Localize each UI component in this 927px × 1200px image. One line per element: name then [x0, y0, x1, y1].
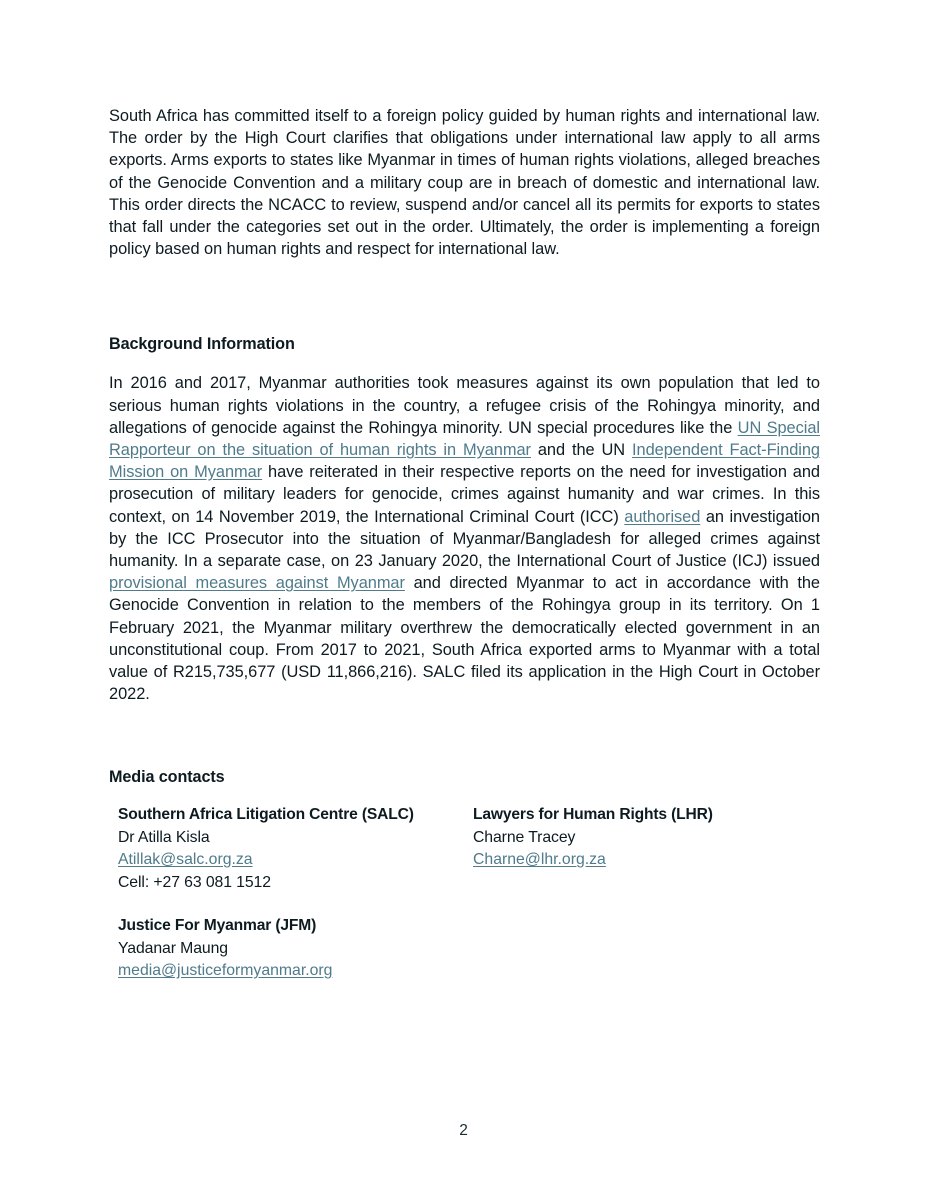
contact-card-salc — [118, 804, 473, 894]
contact-cell-number: Cell: +27 63 081 1512 — [118, 873, 271, 891]
contact-person-name: Charne Tracey — [473, 828, 576, 846]
contact-email-wrap — [473, 849, 818, 871]
spacer — [109, 705, 820, 767]
inline-link[interactable]: Independent Fact-Finding Mission on Myanmar — [109, 441, 820, 482]
contact-email-wrap — [118, 960, 473, 982]
contact-organisation: Justice For Myanmar (JFM) — [118, 917, 317, 935]
contact-card-jfm — [118, 915, 473, 982]
media-contacts-heading: Media contacts — [109, 768, 225, 787]
inline-link[interactable]: provisional measures against Myanmar — [109, 574, 405, 593]
paragraph-text-run: and directed Myanmar to act in accordance with the Genocide Convention in relation to the members of the Rohingya group in its territory. On 1 February 2021, the Myanmar military overthrew the democratically elected government in an unconstitutional coup. From 2017 to 2021, South Africa exported arms to Myanmar with a total value of R215,735,677 (USD 11,866,216). SALC filed its application in the High Court in October 2022. — [109, 574, 820, 704]
spacer — [109, 788, 820, 804]
contact-organisation: Southern Africa Litigation Centre (SALC) — [118, 806, 414, 824]
paragraph-text-run: have reiterated in their respective reports on the need for investigation and prosecution of military leaders for genocide, crimes against humanity and war crimes. In this context, on 14 November 2019, the International Criminal Court (ICC) — [109, 463, 820, 526]
paragraph-text-run: and the UN — [530, 441, 632, 460]
page-content — [109, 105, 820, 982]
spacer — [109, 355, 820, 372]
contacts-row-one — [118, 804, 820, 894]
contact-email-link[interactable]: media@justiceformyanmar.org — [118, 961, 333, 979]
contacts-row-two — [118, 915, 820, 982]
paragraph-text-run: In 2016 and 2017, Myanmar authorities took measures against its own population that led to serious human rights violations in the country, a refugee crisis of the Rohingya minority, and allegations of genocide against the Rohingya minority. UN special procedures like the — [109, 374, 820, 437]
media-contacts-block — [109, 804, 820, 982]
spacer — [118, 894, 820, 915]
contact-person-name: Dr Atilla Kisla — [118, 828, 210, 846]
contact-email-link[interactable]: Atillak@salc.org.za — [118, 851, 253, 869]
background-information-heading: Background Information — [109, 335, 295, 354]
background-paragraph — [109, 372, 820, 705]
inline-link[interactable]: UN Special Rapporteur on the situation of human rights in Myanmar — [109, 418, 820, 460]
contact-person-name: Yadanar Maung — [118, 939, 228, 957]
contact-email-wrap — [118, 849, 473, 871]
contact-card-lhr — [473, 804, 818, 871]
intro-paragraph: South Africa has committed itself to a foreign policy guided by human rights and international law. The order by the High Court clarifies that obligations under international law apply to all arms exports. Arms exports to states like Myanmar in times of human rights violations, alleged breaches of the Genocide Convention and a military coup are in breach of domestic and international law. This order directs the NCACC to review, suspend and/or cancel all its permits for exports to states that fall under the categories set out in the order. Ultimately, the order is implementing a foreign policy based on human rights and respect for international law. — [109, 107, 820, 259]
paragraph-text-run: an investigation by the ICC Prosecutor into the situation of Myanmar/Bangladesh for alleged crimes against humanity. In a separate case, on 23 January 2020, the International Court of Justice (ICJ) issued — [109, 507, 820, 571]
contact-email-link[interactable]: Charne@lhr.org.za — [473, 851, 606, 869]
inline-link[interactable]: authorised — [624, 507, 701, 526]
spacer — [109, 260, 820, 334]
contact-organisation: Lawyers for Human Rights (LHR) — [473, 806, 713, 824]
page-number: 2 — [459, 1122, 468, 1139]
